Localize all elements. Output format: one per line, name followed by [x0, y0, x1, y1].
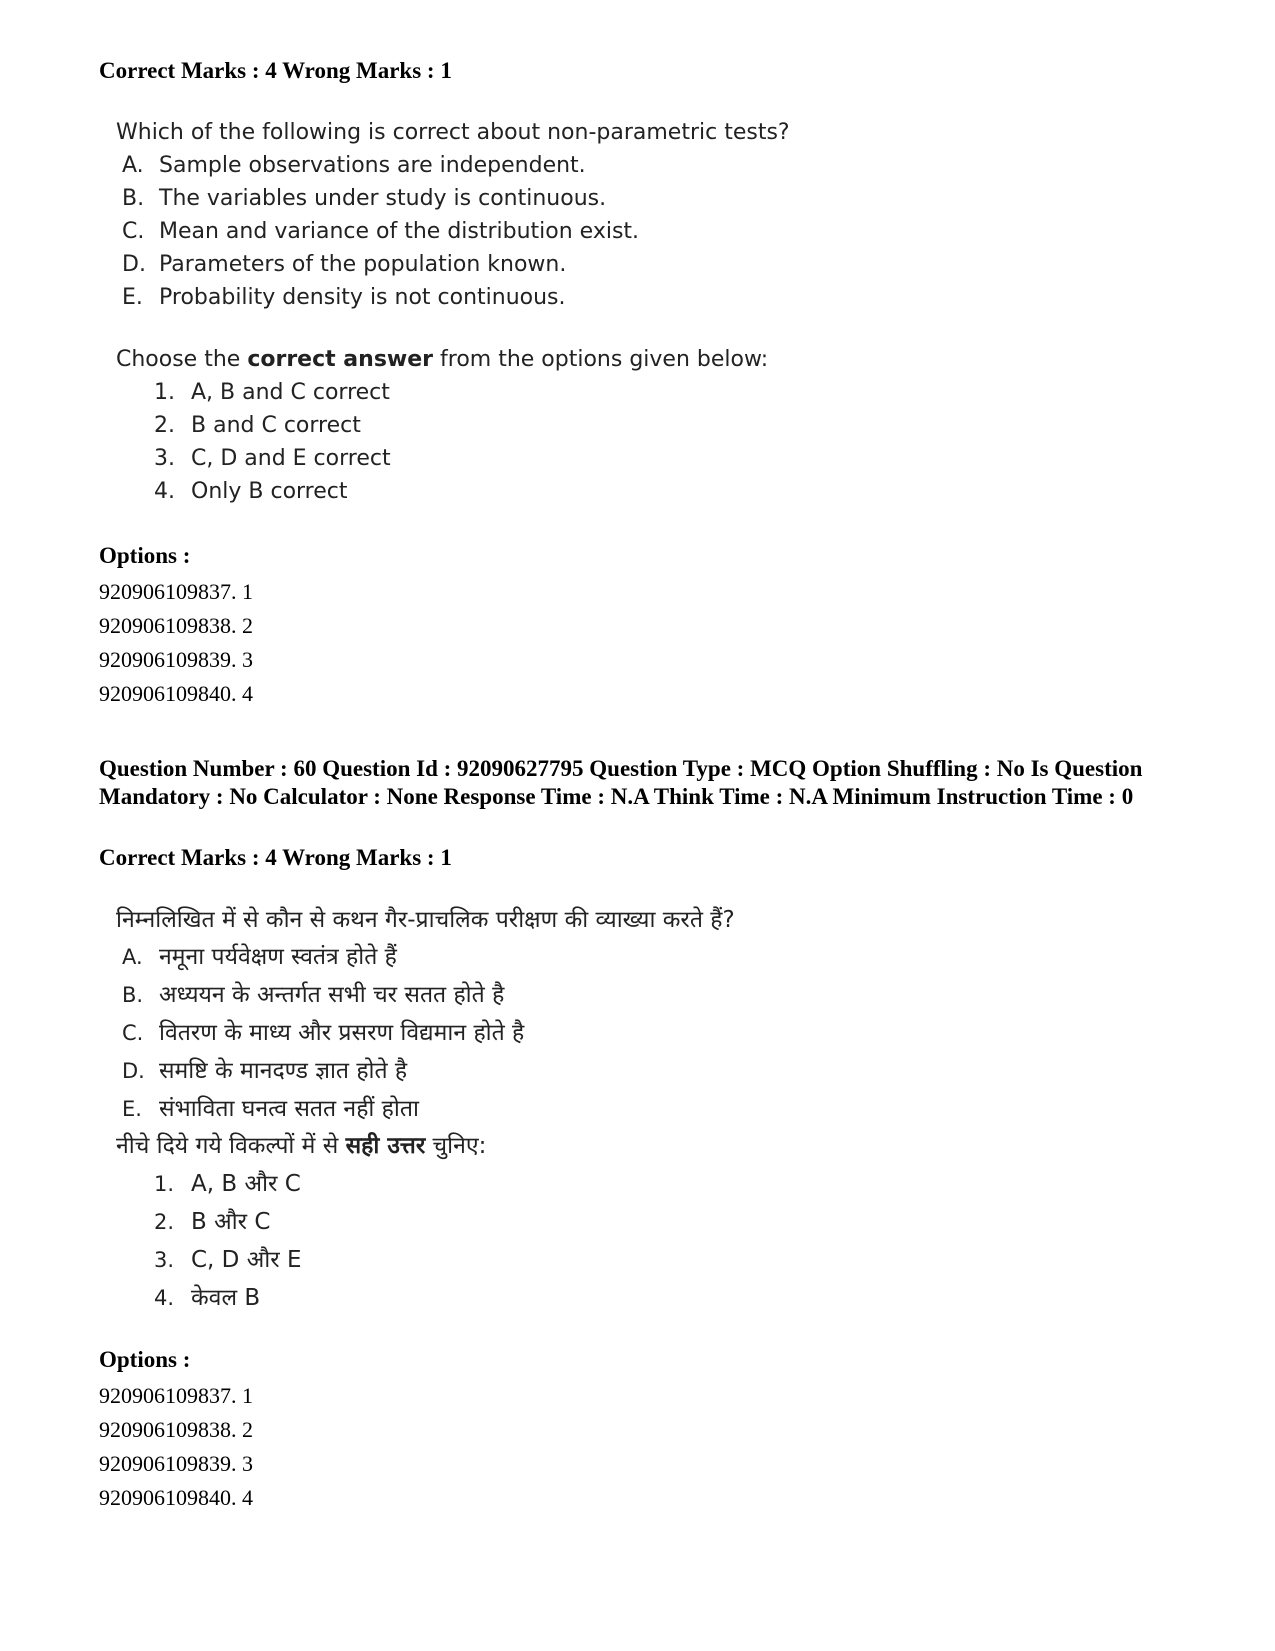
q60-alternative-3: 3. C, D और E: [154, 1247, 302, 1273]
q59-option-2: 920906109838. 2: [99, 613, 253, 638]
q60-question-text: निम्नलिखित में से कौन से कथन गैर-प्राचलिक परीक्षण की व्याख्या करते हैं?: [116, 907, 735, 933]
q59-question-text: Which of the following is correct about non-parametric tests?: [116, 120, 790, 145]
q60-statement-c: C. वितरण के माध्य और प्रसरण विद्यमान होते है: [122, 1020, 525, 1046]
q60-question-image: [116, 902, 735, 1317]
q60-option-3: 920906109839. 3: [99, 1451, 253, 1476]
q59-alternative-4: 4. Only B correct: [154, 479, 348, 504]
q60-choose-instruction: नीचे दिये गये विकल्पों में से सही उत्तर चुनिए:: [116, 1133, 487, 1159]
q59-statement-d: D. Parameters of the population known.: [122, 252, 567, 277]
q59-option-1: 920906109837. 1: [99, 579, 253, 604]
q60-statement-d: D. समष्टि के मानदण्ड ज्ञात होते है: [122, 1058, 408, 1084]
q59-alternative-2: 2. B and C correct: [154, 413, 361, 438]
q60-options-heading: Options :: [99, 1347, 191, 1372]
q59-statement-c: C. Mean and variance of the distribution exist.: [122, 219, 640, 244]
q60-option-4: 920906109840. 4: [99, 1485, 253, 1510]
q60-statement-b: B. अध्ययन के अन्तर्गत सभी चर सतत होते है: [122, 982, 505, 1008]
q59-statement-e: E. Probability density is not continuous.: [122, 285, 566, 310]
q59-option-3: 920906109839. 3: [99, 647, 253, 672]
q59-statement-a: A. Sample observations are independent.: [122, 153, 586, 178]
q60-metadata: Question Number : 60 Question Id : 92090627795 Question Type : MCQ Option Shuffling : No Is Question Mandatory : No Calculator : None Response Time : N.A Think Time : N.A Minimum Instruction Time : 0: [99, 756, 1143, 809]
q59-choose-instruction: Choose the correct answer from the options given below:: [116, 347, 769, 372]
q59-alternative-1: 1. A, B and C correct: [154, 380, 390, 405]
q59-alternative-3: 3. C, D and E correct: [154, 446, 391, 471]
q60-option-1: 920906109837. 1: [99, 1383, 253, 1408]
q59-option-4: 920906109840. 4: [99, 681, 253, 706]
q60-statement-a: A. नमूना पर्यवेक्षण स्वतंत्र होते हैं: [122, 944, 397, 970]
q60-option-2: 920906109838. 2: [99, 1417, 253, 1442]
q59-question-image: [116, 116, 790, 508]
q60-statement-e: E. संभाविता घनत्व सतत नहीं होता: [122, 1096, 419, 1122]
q59-marks: Correct Marks : 4 Wrong Marks : 1: [99, 58, 452, 83]
q60-marks: Correct Marks : 4 Wrong Marks : 1: [99, 845, 452, 870]
q60-alternative-2: 2. B और C: [154, 1209, 271, 1235]
q59-statement-b: B. The variables under study is continuous.: [122, 186, 607, 211]
q60-alternative-4: 4. केवल B: [154, 1285, 261, 1311]
q60-alternative-1: 1. A, B और C: [154, 1171, 301, 1197]
q59-options-heading: Options :: [99, 543, 191, 568]
